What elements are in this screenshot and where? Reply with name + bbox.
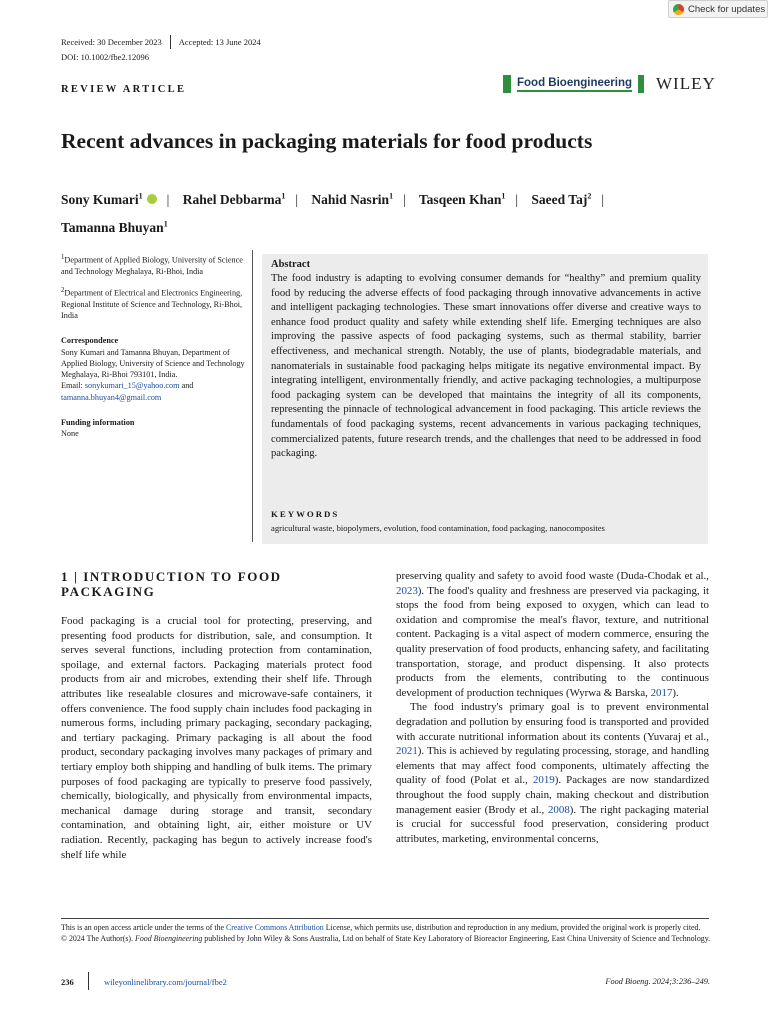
article-type: REVIEW ARTICLE <box>61 84 187 95</box>
article-title: Recent advances in packaging materials for food products <box>61 129 593 153</box>
page-number-divider <box>88 972 89 990</box>
affiliation-1: $^1$Department of Applied Biology, University of Science and Technology Meghalaya, Ri-Bhoi, India <box>61 254 243 276</box>
orcid-icon[interactable] <box>147 194 157 204</box>
journal-logo-icon-right <box>638 75 644 93</box>
author[interactable]: Saeed Taj$^2$ <box>531 191 592 207</box>
email-link-1[interactable]: sonykumari_15@yahoo.com <box>84 381 180 391</box>
correspondence: Correspondence Sony Kumari and Tamanna Bhuyan, Department of Applied Biology, University of Science and Technology Meghalaya, Ri-Bhoi 793101, India. Email: sonykumari_15@yahoo.com and tamanna.bhuyan4@gmail.com <box>61 336 245 402</box>
funding-label: Funding information <box>61 417 135 427</box>
author[interactable]: Nahid Nasrin$^1$ <box>311 191 394 207</box>
doi[interactable]: DOI: 10.1002/fbe2.12096 <box>61 52 150 62</box>
received-date: Received: 30 December 2023 <box>61 36 162 47</box>
license-link[interactable]: Creative Commons Attribution <box>226 923 324 932</box>
author[interactable]: Tamanna Bhuyan$^1$ <box>61 219 168 235</box>
email-link-2[interactable]: tamanna.bhuyan4@gmail.com <box>61 392 162 402</box>
column-divider <box>252 250 253 542</box>
funding-info <box>61 417 247 439</box>
section-heading: 1 | INTRODUCTION TO FOOD PACKAGING <box>61 569 282 599</box>
keywords-heading: KEYWORDS <box>271 509 340 519</box>
body-column-2 <box>396 569 709 846</box>
body-column-1 <box>61 614 372 862</box>
paragraph: The food industry's primary goal is to prevent environmental degradation and pollution by ensuring food is transported and provided with accurate nutritional information about its contents (Yuvaraj et al., 2021). This is achieved by regulating processing, storage, and handling elements that may affect food components, ultimately affecting the quality of food (Polat et al., 2019). Packages are now standardized throughout the food supply chain, making checkout and distribution management easier (Brody et al., 2008). The right packaging material is crucial for successful food preservation, considering product attributes, marketing, environmental concerns, <box>396 701 710 845</box>
abstract-text: The food industry is adapting to evolving consumer demands for “healthy” and premium quality food by reducing the adverse effects of food packaging through innovative advancements in active and intelligent packaging technologies. These smart innovations offer diverse and creative ways to enhance food product quality and safety while extending shelf life. Emerging techniques are also improving the passive aspects of food packaging systems, such as thermal stability, barrier effectiveness, and mechanical strength. Notably, the use of plants, biodegradable materials, and nanomaterials in sustainable food packaging helps mitigate its negative environmental impact. By integrating intelligent, environmentally friendly, and active packaging technologies, a multipurpose food packaging system can be developed that maintains the integrity of all its components, representing the pinnacle of technological advancement in food packaging. This article reviews the fundamentals of food packaging systems, recent advancements in various packaging techniques, commercialized patents, future research trends, and the challenges that need to be addressed in food packaging. <box>271 273 701 460</box>
citation-link[interactable]: 2017 <box>650 686 673 699</box>
citation-link[interactable]: 2019 <box>532 774 555 787</box>
author[interactable]: Sony Kumari$^1$ <box>61 191 143 207</box>
page-number: 236 <box>61 977 74 987</box>
footer-rule <box>61 918 709 919</box>
accepted-date: Accepted: 13 June 2024 <box>178 36 261 47</box>
citation-link[interactable]: 2023 <box>396 584 418 597</box>
crossmark-icon <box>673 4 684 15</box>
funding-value: None <box>61 428 79 438</box>
citation-link[interactable]: 2021 <box>396 745 418 758</box>
check-for-updates-button[interactable] <box>668 0 768 18</box>
license-text: This is an open access article under the terms of the Creative Commons Attribution License, which permits use, distribution and reproduction in any medium, provided the original work is properly cited. <box>61 923 701 932</box>
journal-logo-text: Food Bioengineering <box>517 77 632 92</box>
copyright-text: © 2024 The Author(s). Food Bioengineering published by John Wiley & Sons Australia, Ltd on behalf of State Key Laboratory of Bioreactor Engineering, East China University of Science and Technology. <box>61 934 711 943</box>
journal-site-link[interactable]: wileyonlinelibrary.com/journal/fbe2 <box>104 977 227 987</box>
journal-logo[interactable] <box>503 74 716 94</box>
article-dates <box>61 36 261 50</box>
citation-link[interactable]: 2008 <box>547 803 570 816</box>
wiley-logo[interactable]: WILEY <box>656 74 716 93</box>
affiliation-2: $^2$Department of Electrical and Electronics Engineering, Regional Institute of Science and Technology, Ri-Bhoi, India <box>61 287 243 321</box>
keywords-text: agricultural waste, biopolymers, evolution, food contamination, food packaging, nanocomposites <box>271 523 605 533</box>
paragraph: Food packaging is a crucial tool for protecting, preserving, and presenting food products for distribution, sale, and consumption. It serves several functions, including protection from contamination, spoilage, and external factors. Packaging materials protect food products from air and microbes, extending their shelf life. Through attributes like resealable closures and microwave-safe containers, it offers convenience. The food supply chain includes food packaging in numerous forms, including primary packaging, secondary packaging, and tertiary packaging. Primary packaging is all about the food product, secondary packaging involves many packages of primary and tertiary employ both shipping and handling of bulk items. The primary purposes of food packaging are typically to preserve food passively, chemically, biologically, and physically from environmental impacts, mechanical damage during storage and transit, secondary contamination, and obtaining light, air, either moisture or UV radiation. Recently, packaging has begun to actively increase food's shelf life while <box>61 615 372 861</box>
correspondence-label: Correspondence <box>61 336 119 346</box>
author[interactable]: Rahel Debbarma$^1$ <box>182 191 286 207</box>
author[interactable]: Tasqeen Khan$^1$ <box>418 191 506 207</box>
abstract-heading: Abstract <box>271 259 311 270</box>
journal-logo-icon <box>503 75 511 93</box>
article-info-sidebar <box>61 252 247 447</box>
date-divider <box>170 35 171 49</box>
correspondence-text: Sony Kumari and Tamanna Bhuyan, Department of Applied Biology, University of Science and Technology Meghalaya, Ri-Bhoi 793101, India. <box>61 347 245 380</box>
author-list: Sony Kumari$^1$ | Rahel Debbarma$^1$ | Nahid Nasrin$^1$ | Tasqeen Khan$^1$ | Saeed Taj$^2$ | Tamanna Bhuyan$^1$ <box>61 191 605 235</box>
license-footer <box>61 922 711 944</box>
journal-citation: Food Bioeng. 2024;3:236–249. <box>605 977 710 986</box>
check-for-updates-label: Check for updates <box>688 3 766 15</box>
paragraph: preserving quality and safety to avoid food waste (Duda-Chodak et al., 2023). The food's quality and freshness are preserved via packaging, it stops the food from being exposed to oxygen, which can lead to oxidation and compromise the meal's flavor, texture, and nutritional content. Packaging is a vital aspect of modern commerce, ensuring the quality preservation of food products, enhancing safety, and facilitating transportation, storage, and product dispensing. It also protects products from the elements, contributing to the continuous development of production techniques (Wyrwa & Barska, 2017). <box>396 570 709 699</box>
